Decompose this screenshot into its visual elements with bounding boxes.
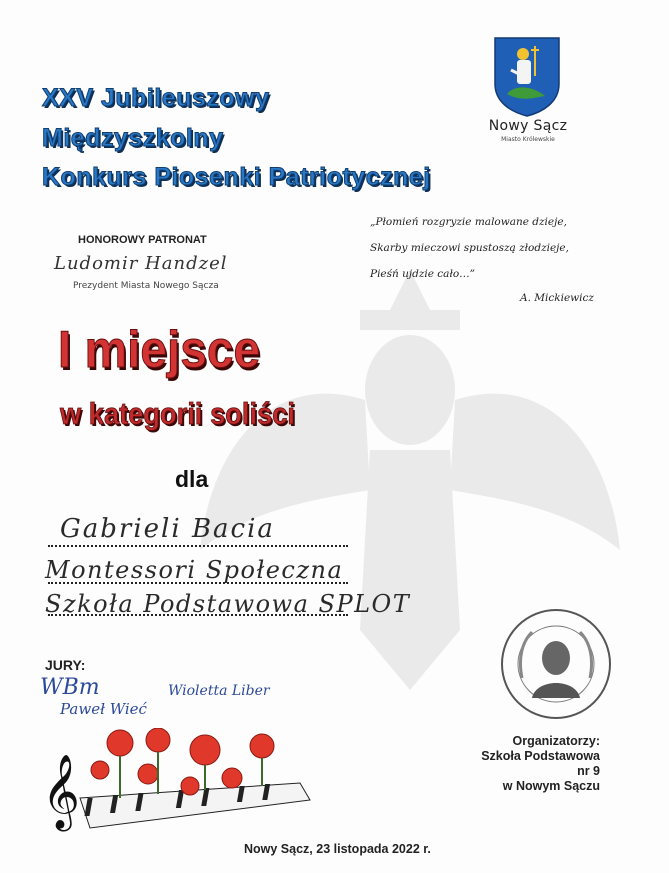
dotted-line (48, 545, 348, 547)
quote-line-3: Pieśń ujdzie cało…” (370, 268, 476, 280)
document-date: Nowy Sącz, 23 listopada 2022 r. (244, 842, 431, 856)
patron-heading: HONOROWY PATRONAT (78, 234, 207, 246)
recipient-school-line-1: Montessori Społeczna (45, 556, 344, 584)
title-line-1: XXV Jubileuszowy (42, 84, 270, 112)
patron-role: Prezydent Miasta Nowego Sącza (73, 281, 219, 291)
crest-subtitle: Miasto Królewskie (501, 136, 555, 143)
dotted-line (48, 582, 348, 584)
dotted-line (48, 614, 348, 616)
city-crest-icon (493, 36, 561, 118)
poppies-piano-decoration (40, 728, 340, 838)
jury-signature-3: Wioletta Liber (168, 683, 270, 699)
crest-city-name: Nowy Sącz (488, 118, 568, 134)
jury-signature-2: Paweł Wieć (60, 700, 147, 718)
patron-signature: Ludomir Handzel (54, 253, 228, 274)
organizers-line-1: Szkoła Podstawowa nr 9 (481, 749, 600, 778)
title-line-3: Konkurs Piosenki Patriotycznej (42, 163, 431, 191)
organizers-line-2: w Nowym Sączu (502, 779, 600, 793)
quote-line-1: „Płomień rozgryzie malowane dzieje, (370, 216, 567, 228)
recipient-school-line-2: Szkoła Podstawowa SPLOT (45, 590, 411, 618)
jury-signature-1: WBm (40, 675, 100, 700)
organizers-block (470, 734, 600, 794)
organizers-label: Organizatorzy: (512, 734, 600, 748)
award-for-label: dla (175, 466, 209, 492)
jury-label: JURY: (45, 657, 86, 673)
title-line-2: Międzyszkolny (42, 124, 224, 152)
quote-line-2: Skarby mieczowi spustoszą złodzieje, (370, 242, 569, 254)
treble-clef-icon: 𝄞 (42, 755, 80, 829)
award-category: w kategorii soliści (60, 396, 296, 431)
recipient-name: Gabrieli Bacia (60, 514, 275, 544)
school-seal-icon (500, 608, 612, 720)
quote-author: A. Mickiewicz (520, 292, 594, 304)
award-place: I miejsce (58, 321, 261, 379)
